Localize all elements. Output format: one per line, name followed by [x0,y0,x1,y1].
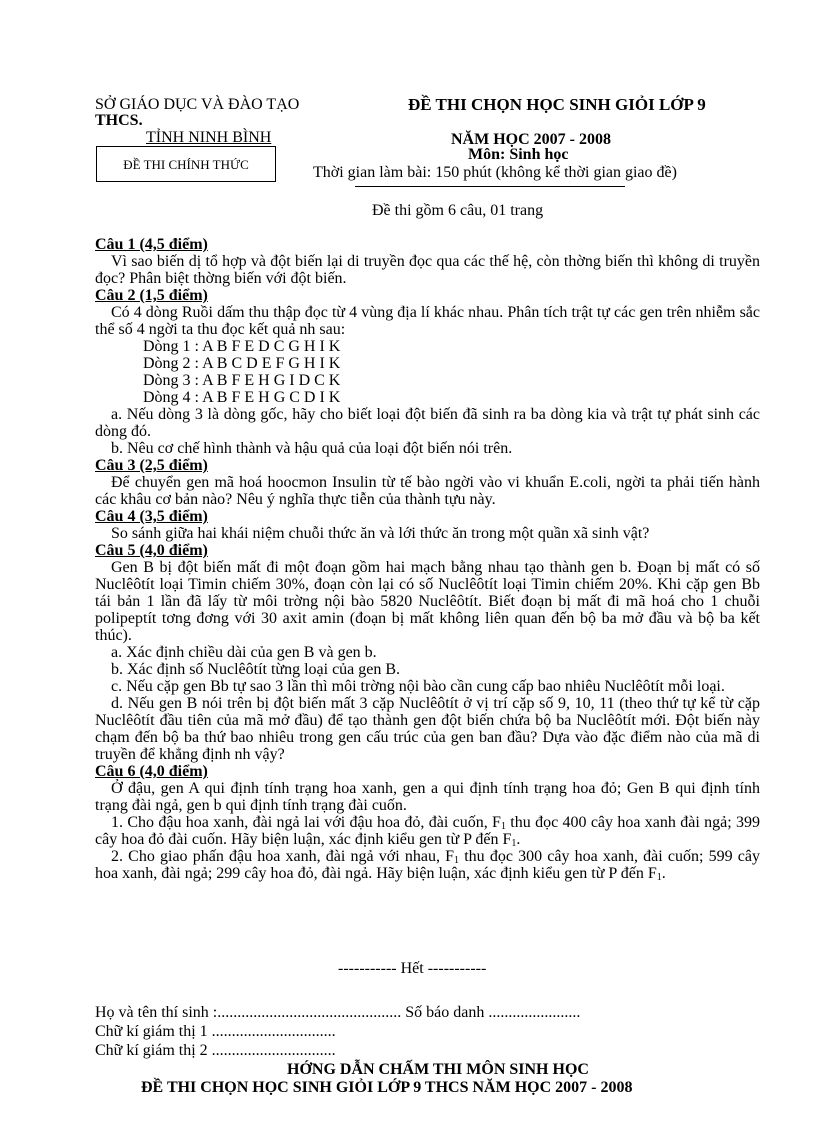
education-level: THCS. [95,112,143,129]
question-5-text: Gen B bị đột biến mất đi một đoạn gồm hai mạch bằng nhau tạo thành gen b. Đoạn bị mất có số Nuclêôtít loại Timin chiếm 30%, đoạn còn lại có số Nuclêôtít loại Timin chiếm 20%. Khi cặp gen Bb tái bản 1 lần đã lấy từ môi trờng nội bào 5820 Nuclêôtít. Biết đoạn bị mất đi mã hoá cho 1 chuỗi polipeptít tơng đơng với 30 axit amin (đoạn bị mất không liên quan đến bộ ba mở đầu và bộ ba kết thúc). [95,559,760,644]
question-2-text: Có 4 dòng Ruồi dấm thu thập đọc từ 4 vùng địa lí khác nhau. Phân tích trật tự các gen trên nhiễm sắc thể số 4 ngời ta thu đọc kết quả nh sau: [95,304,760,338]
gene-sequence-line: Dòng 2 : A B C D E F G H I K [143,355,341,372]
question-5-part-a: a. Xác định chiều dài của gen B và gen b. [111,644,377,661]
question-5-part-d: d. Nếu gen B nói trên bị đột biến mất 3 cặp Nuclêôtít ở vị trí cặp số 9, 10, 11 (theo thứ tự kể từ cặp Nuclêôtít đầu tiên của mã mở đầu) để tạo thành gen đột biến chứa bộ ba Nuclêôtít mới. Đột biến này chạm đến bộ ba thứ bao nhiêu trong gen cấu trúc của gen ban đầu? Dựa vào đặc điểm nào của mã di truyền để khẳng định nh vậy? [95,695,760,763]
exam-title: ĐỀ THI CHỌN HỌC SINH GIỎI LỚP 9 [408,95,706,114]
question-6-part-1-end: . [516,831,521,848]
exam-questions [95,236,760,882]
question-1-title: Câu 1 (4,5 điểm) [95,236,208,253]
question-5-title: Câu 5 (4,0 điểm) [95,542,208,559]
question-6-part-2-end: . [661,865,666,882]
end-marker: ----------- Hết ----------- [338,960,487,977]
question-3-title: Câu 3 (2,5 điểm) [95,457,208,474]
exam-duration: Thời gian làm bài: 150 phút (không kể thời gian giao đề) [313,164,677,181]
question-2-part-a: a. Nếu dòng 3 là dòng gốc, hãy cho biết loại đột biến đã sinh ra ba dòng kia và trật tự phát sinh các dòng đó. [95,406,760,440]
school-year: NĂM HỌC 2007 - 2008 [451,131,611,148]
gene-sequence-line: Dòng 3 : A B F E H G I D C K [143,372,341,389]
question-2-title: Câu 2 (1,5 điểm) [95,287,208,304]
question-1-text: Vì sao biến dị tổ hợp và đột biến lại di truyền đọc qua các thế hệ, còn thờng biến thì không di truyền đọc? Phân biệt thờng biến với đột biến. [95,253,760,287]
question-5-part-c: c. Nếu cặp gen Bb tự sao 3 lần thì môi trờng nội bào cần cung cấp bao nhiêu Nuclêôtít mỗi loại. [111,678,725,695]
question-5-part-b: b. Xác định số Nuclêôtít từng loại của gen B. [111,661,401,678]
f1-subscript: 1 [454,855,460,866]
question-6-part-2-middle: thu đọc 300 cây hoa xanh, đài cuốn; 599 cây hoa xanh, đài ngả; 299 cây hoa đỏ, đài ngả. Hãy biện luận, xác định kiểu gen từ P đến F [95,848,760,882]
question-6-text: Ở đậu, gen A qui định tính trạng hoa xanh, gen a qui định tính trạng hoa đỏ; Gen B qui định tính trạng đài ngả, gen b qui định tính trạng đài cuốn. [95,780,760,814]
question-6-part-1-middle: thu đọc 400 cây hoa xanh đài ngả; 399 cây hoa đỏ đài cuốn. Hãy biện luận, xác định kiểu gen từ P đến F [95,814,761,848]
proctor-1-signature: Chữ kí giám thị 1 ............................... [95,1023,336,1040]
candidate-info-line: Họ và tên thí sinh :.............................................. Số báo danh ....................... [95,1004,581,1021]
question-6-title: Câu 6 (4,0 điểm) [95,763,208,780]
question-6-part-2-start: 2. Cho giao phấn đậu hoa xanh, đài ngả với nhau, F [111,848,455,865]
subject-name: Môn: Sinh học [468,146,569,163]
f1-subscript: 1 [656,872,662,883]
question-4-text: So sánh giữa hai khái niệm chuỗi thức ăn và lới thức ăn trong một quần xã sinh vật? [111,525,650,542]
proctor-2-signature: Chữ kí giám thị 2 ............................... [95,1042,336,1059]
province-name: TỈNH NINH BÌNH [146,129,272,146]
grading-guide-subtitle: ĐỀ THI CHỌN HỌC SINH GIỎI LỚP 9 THCS NĂM HỌC 2007 - 2008 [141,1079,633,1096]
department-name: SỞ GIÁO DỤC VÀ ĐÀO TẠO [95,96,300,113]
question-6-part-1-start: 1. Cho đậu hoa xanh, đài ngả lai với đậu hoa đỏ, đài cuốn, F [111,814,501,831]
question-2-part-b: b. Nêu cơ chế hình thành và hậu quả của loại đột biến nói trên. [111,440,513,457]
header-divider [355,186,625,187]
question-6-part-1 [95,814,760,848]
f1-subscript: 1 [500,821,506,832]
gene-sequence-line: Dòng 4 : A B F E H G C D I K [143,389,341,406]
question-4-title: Câu 4 (3,5 điểm) [95,508,208,525]
grading-guide-title: HỚNG DẪN CHẤM THI MÔN SINH HỌC [287,1061,589,1078]
gene-sequence-line: Dòng 1 : A B F E D C G H I K [143,338,341,355]
question-3-text: Để chuyển gen mã hoá hoocmon Insulin từ tế bào ngời vào vi khuẩn E.coli, ngời ta phải tiến hành các khâu cơ bản nào? Nêu ý nghĩa thực tiễn của thành tựu này. [95,474,760,508]
question-6-part-2 [95,848,760,882]
f1-subscript: 1 [511,838,517,849]
exam-note: Đề thi gồm 6 câu, 01 trang [372,202,544,219]
official-exam-label: ĐỀ THI CHÍNH THỨC [96,146,276,182]
